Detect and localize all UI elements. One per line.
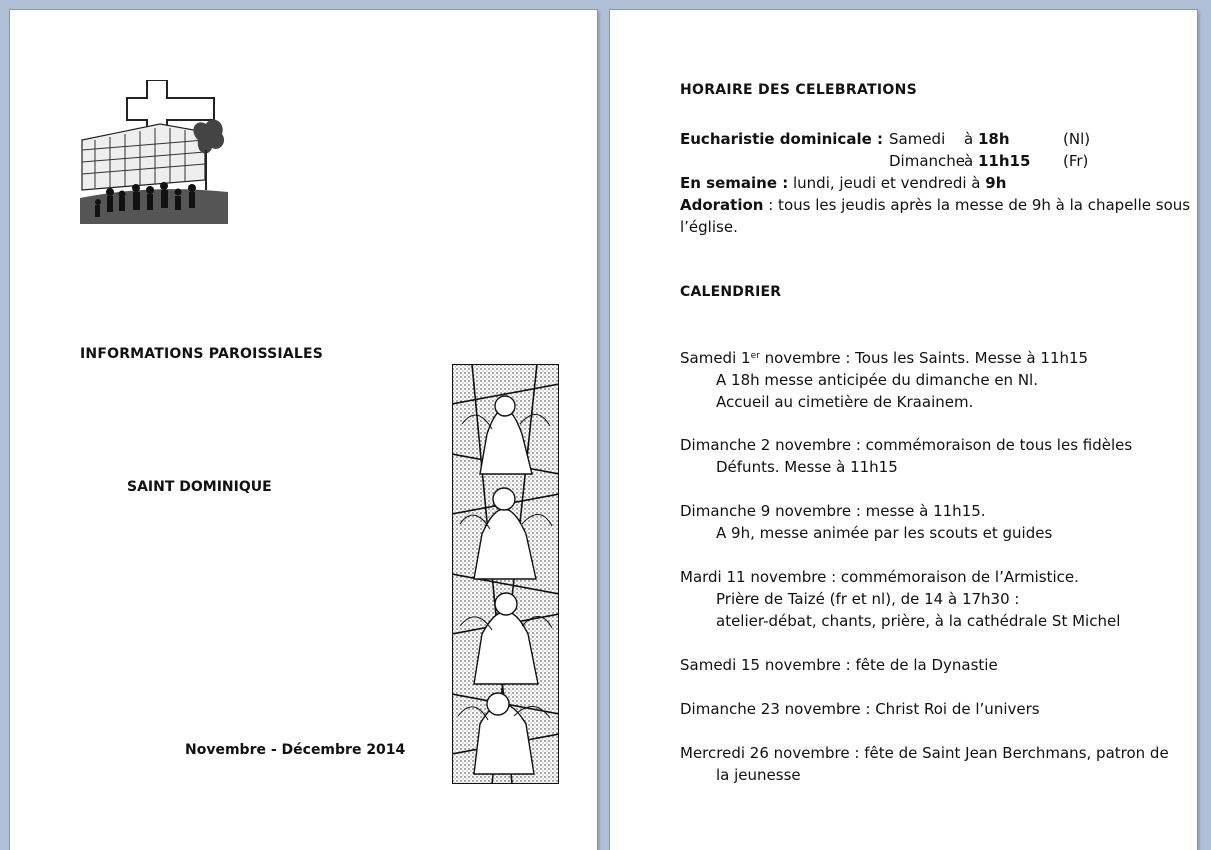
samedi-lang: (Nl) (1063, 130, 1091, 148)
cover-title: INFORMATIONS PAROISSIALES (80, 346, 324, 362)
calendar-heading: CALENDRIER (680, 284, 782, 300)
calendar-entry: Samedi 15 novembre : fête de la Dynastie (680, 656, 998, 674)
adoration-row-2: l’église. (680, 218, 738, 236)
dimanche-time: 11h15 (977, 152, 1031, 170)
samedi-day: Samedi (889, 130, 946, 148)
calendar-entry: Dimanche 9 novembre : messe à 11h15. (680, 502, 986, 520)
dimanche-day: Dimanche (889, 152, 966, 170)
dimanche-lang: (Fr) (1063, 152, 1089, 170)
schedule-heading: HORAIRE DES CELEBRATIONS (680, 82, 917, 98)
adoration-label: Adoration (680, 196, 764, 214)
calendar-entry: Dimanche 2 novembre : commémoraison de tous les fidèles (680, 436, 1133, 454)
dimanche-prefix: à (964, 152, 978, 170)
calendar-entry: Dimanche 23 novembre : Christ Roi de l’univers (680, 700, 1040, 718)
calendar-list (680, 434, 1180, 478)
calendar-list (680, 742, 1180, 786)
right-page (610, 10, 1197, 850)
semaine-label: En semaine : (680, 174, 789, 192)
calendar-entry-detail: atelier-débat, chants, prière, à la cathédrale St Michel (716, 612, 1121, 630)
calendar-list (680, 654, 1180, 676)
calendar-list (680, 347, 1180, 413)
publication-period: Novembre - Décembre 2014 (185, 742, 406, 758)
church-logo-illustration (80, 80, 228, 224)
semaine-time: 9h (985, 174, 1007, 192)
calendar-list (680, 698, 1180, 720)
calendar-entry-detail: Prière de Taizé (fr et nl), de 14 à 17h30 : (716, 590, 1020, 608)
dimanche-row (680, 150, 1180, 172)
stained-glass-angels-illustration (452, 364, 559, 784)
calendar-entry-detail: la jeunesse (716, 766, 801, 784)
semaine-row (680, 172, 1180, 194)
left-page (10, 10, 597, 850)
adoration-text: : tous les jeudis après la messe de 9h à la chapelle sous (763, 196, 1191, 214)
semaine-text: lundi, jeudi et vendredi à (793, 174, 986, 192)
calendar-entry: Mercredi 26 novembre : fête de Saint Jean Berchmans, patron de (680, 744, 1169, 762)
parish-name: SAINT DOMINIQUE (127, 479, 272, 495)
calendar-entry-detail: Défunts. Messe à 11h15 (716, 458, 898, 476)
schedule-section (680, 128, 1191, 238)
adoration-row (680, 194, 1191, 216)
calendar-entry-detail: Accueil au cimetière de Kraainem. (716, 393, 974, 411)
eucharistie-row (680, 128, 1180, 150)
calendar-entry: Samedi 1er novembre : Tous les Saints. Messe à 11h15 (680, 349, 1089, 367)
eucharistie-label: Eucharistie dominicale : (680, 130, 883, 148)
calendar-entry-detail: A 18h messe anticipée du dimanche en Nl. (716, 371, 1038, 389)
samedi-time: 18h (977, 130, 1010, 148)
samedi-prefix: à (964, 130, 978, 148)
calendar-entry-detail: A 9h, messe animée par les scouts et guides (716, 524, 1053, 542)
calendar-list (680, 500, 1180, 544)
calendar-list (680, 566, 1180, 632)
calendar-entry: Mardi 11 novembre : commémoraison de l’Armistice. (680, 568, 1079, 586)
